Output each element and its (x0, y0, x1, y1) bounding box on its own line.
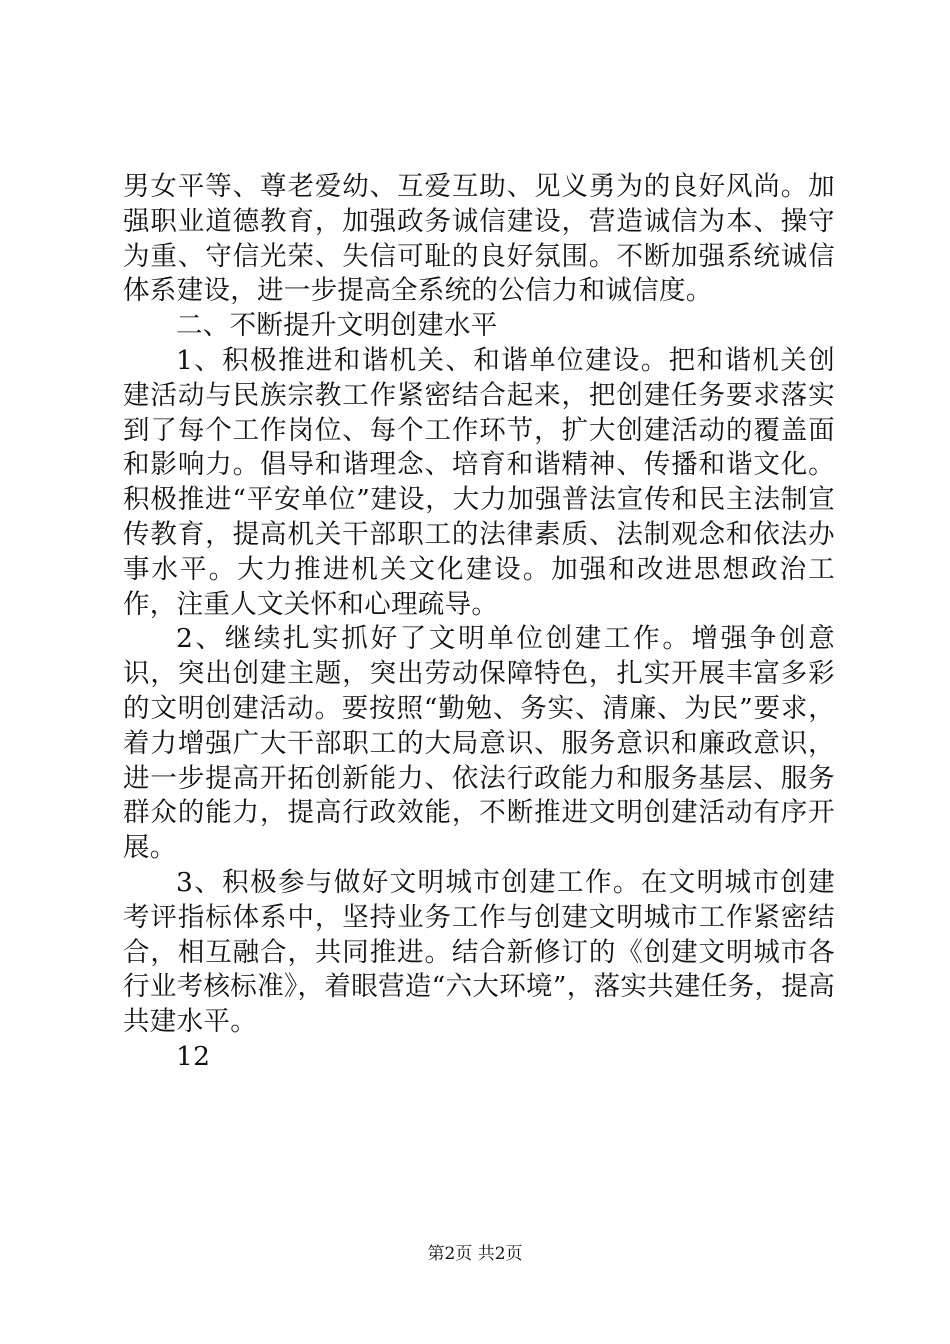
paragraph-item-1: 1、积极推进和谐机关、和谐单位建设。把和谐机关创建活动与民族宗教工作紧密结合起来，把创建任务要求落实到了每个工作岗位、每个工作环节，扩大创建活动的覆盖面和影响力。倡导和谐理念、培育和谐精神、传播和谐文化。积极推进“平安单位”建设，大力加强普法宣传和民主法制宣传教育，提高机关干部职工的法律素质、法制观念和依法办事水平。大力推进机关文化建设。加强和改进思想政治工作，注重人文关怀和心理疏导。 (123, 344, 835, 620)
section-heading: 二、不断提升文明创建水平 (176, 310, 498, 342)
paragraph-number: 12 (176, 1040, 211, 1072)
page-footer: 第2页 共2页 (427, 1244, 523, 1264)
paragraph-item-3: 3、积极参与做好文明城市创建工作。在文明城市创建考评指标体系中，坚持业务工作与创建文明城市工作紧密结合，相互融合，共同推进。结合新修订的《创建文明城市各行业考核标准》，着眼营造“六大环境”，落实共建任务，提高共建水平。 (123, 866, 835, 1038)
paragraph-continuation: 男女平等、尊老爱幼、互爱互助、见义勇为的良好风尚。加强职业道德教育，加强政务诚信建设，营造诚信为本、操守为重、守信光荣、失信可耻的良好氛围。不断加强系统诚信体系建设，进一步提高全系统的公信力和诚信度。 (123, 171, 835, 307)
document-body (123, 170, 835, 1075)
paragraph-item-2: 2、继续扎实抓好了文明单位创建工作。增强争创意识，突出创建主题，突出劳动保障特色，扎实开展丰富多彩的文明创建活动。要按照“勤勉、务实、清廉、为民”要求，着力增强广大干部职工的大局意识、服务意识和廉政意识，进一步提高开拓创新能力、依法行政能力和服务基层、服务群众的能力，提高行政效能，不断推进文明创建活动有序开展。 (123, 623, 835, 864)
